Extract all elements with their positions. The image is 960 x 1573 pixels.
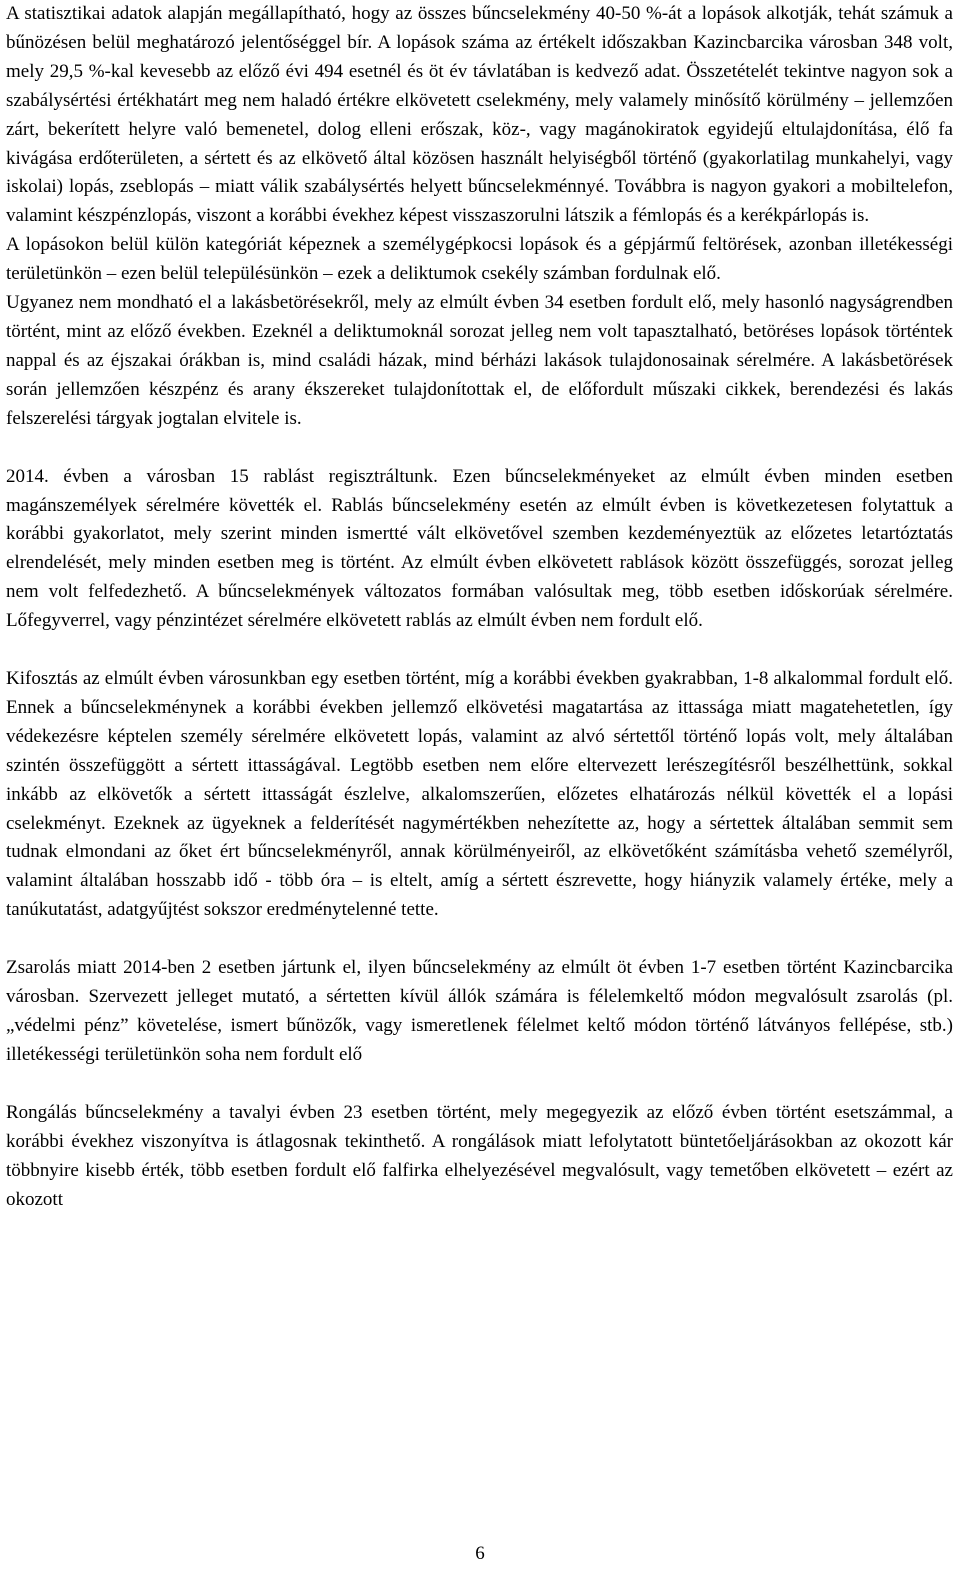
paragraph-spacer <box>6 925 953 954</box>
paragraph-extortion: Zsarolás miatt 2014-ben 2 esetben jártunk el, ilyen bűncselekmény az elmúlt öt évben 1-7 esetben történt Kazincbarcika városban. Szervezett jelleget mutató, a sértetten kívül állók számára is félelemkeltő módon megvalósult zsarolás (pl. „védelmi pénz” követelése, ismert bűnözők, vagy ismeretlenek félelmet keltő módon történő látványos fellépése, stb.) illetékességi területünkön soha nem fordult elő <box>6 957 953 1065</box>
paragraph-spacer <box>6 636 953 665</box>
paragraph-theft-overview: A statisztikai adatok alapján megállapítható, hogy az összes bűncselekmény 40-50 %-át a lopások alkotják, tehát számuk a bűnözésen belül meghatározó jelentőséggel bír. A lopások száma az értékelt időszakban Kazincbarcika városban 348 volt, mely 29,5 %-kal kevesebb az előző évi 494 esetnél és öt év távlatában is kedvező adat. Összetételét tekintve nagyon sok a szabálysértési értékhatárt meg nem haladó értékre elkövetett cselekmény, mely valamely minősítő körülmény – jellemzően zárt, bekerített helyre való bemenetel, dolog elleni erőszak, köz-, vagy magánokiratok egyidejű eltulajdonítása, élő fa kivágása erdőterületen, a sértett és az elkövető által közösen használt helyiségből történő (gyakorlatilag munkahelyi, vagy iskolai) lopás, zseblopás – miatt válik szabálysértés helyett bűncselekménnyé. Továbbra is nagyon gyakori a mobiltelefon, valamint készpénzlopás, viszont a korábbi évekhez képest visszaszorulni látszik a fémlopás és a kerékpárlopás is. <box>6 3 953 227</box>
document-body <box>6 0 953 1214</box>
paragraph-plunder: Kifosztás az elmúlt évben városunkban egy esetben történt, míg a korábbi években gyakrabban, 1-8 alkalommal fordult elő. Ennek a bűncselekménynek a korábbi években jellemző elkövetési magatartása az ittassága miatt magatehetetlen, így védekezésre képtelen személy sérelmére elkövetett lopás, valamint az alvó sértettől történő lopás volt, mely általában szintén összefüggött a sértett ittasságával. Legtöbb esetben nem előre eltervezett lerészegítésről beszélhettünk, sokkal inkább az elkövetők a sértett ittasságát észlelve, alkalomszerűen, előzetes elhatározás nélkül követték el a lopási cselekményt. Ezeknek az ügyeknek a felderítését nagymértékben nehezítette az, hogy a sértettek általában semmit sem tudnak elmondani az őket ért bűncselekményről, annak körülményeiről, az elkövetőként számításba vehető személyről, valamint általában hosszabb idő - több óra – is eltelt, amíg a sértett észrevette, hogy hiányzik valamely értéke, mely a tanúkutatást, adatgyűjtést sokszor eredménytelenné tette. <box>6 668 953 921</box>
paragraph-vehicle-theft: A lopásokon belül külön kategóriát képeznek a személygépkocsi lopások és a gépjármű feltörések, azonban illetékességi területünkön – ezen belül településünkön – ezek a deliktumok csekély számban fordulnak elő. <box>6 234 953 285</box>
paragraph-robbery: 2014. évben a városban 15 rablást regisztráltunk. Ezen bűncselekményeket az elmúlt évben minden esetben magánszemélyek sérelmére követték el. Rablás bűncselekmény esetén az elmúlt évben is következetesen folytattuk a korábbi gyakorlatot, mely szerint minden ismertté vált elkövetővel szemben kezdeményeztük az előzetes letartóztatás elrendelését, mely minden esetben meg is történt. Az elmúlt évben elkövetett rablások között összefüggés, sorozat jelleg nem volt felfedezhető. A bűncselekmények változatos formában valósultak meg, több esetben időskorúak sérelmére. Lőfegyverrel, vagy pénzintézet sérelmére elkövetett rablás az elmúlt évben nem fordult elő. <box>6 465 953 632</box>
paragraph-burglary: Ugyanez nem mondható el a lakásbetörésekről, mely az elmúlt évben 34 esetben fordult elő, mely hasonló nagyságrendben történt, mint az előző években. Ezeknél a deliktumoknál sorozat jelleg nem volt tapasztalható, betöréses lopások történtek nappal és az éjszakai órákban is, mind családi házak, mind bérházi lakások tulajdonosainak sérelmére. A lakásbetörések során jellemzően készpénz és arany ékszereket tulajdonítottak el, de előfordult műszaki cikkek, berendezési és lakás felszerelési tárgyak jogtalan elvitele is. <box>6 292 953 429</box>
paragraph-spacer <box>6 1070 953 1099</box>
page-number: 6 <box>475 1543 485 1564</box>
paragraph-spacer <box>6 434 953 463</box>
paragraph-vandalism: Rongálás bűncselekmény a tavalyi évben 23 esetben történt, mely megegyezik az előző évben történt esetszámmal, a korábbi évekhez viszonyítva is átlagosnak tekinthető. A rongálások miatt lefolytatott büntetőeljárásokban az okozott kár többnyire kisebb érték, több esetben fordult elő falfirka elhelyezésével megvalósult, vagy temetőben elkövetett – ezért az okozott <box>6 1101 953 1210</box>
